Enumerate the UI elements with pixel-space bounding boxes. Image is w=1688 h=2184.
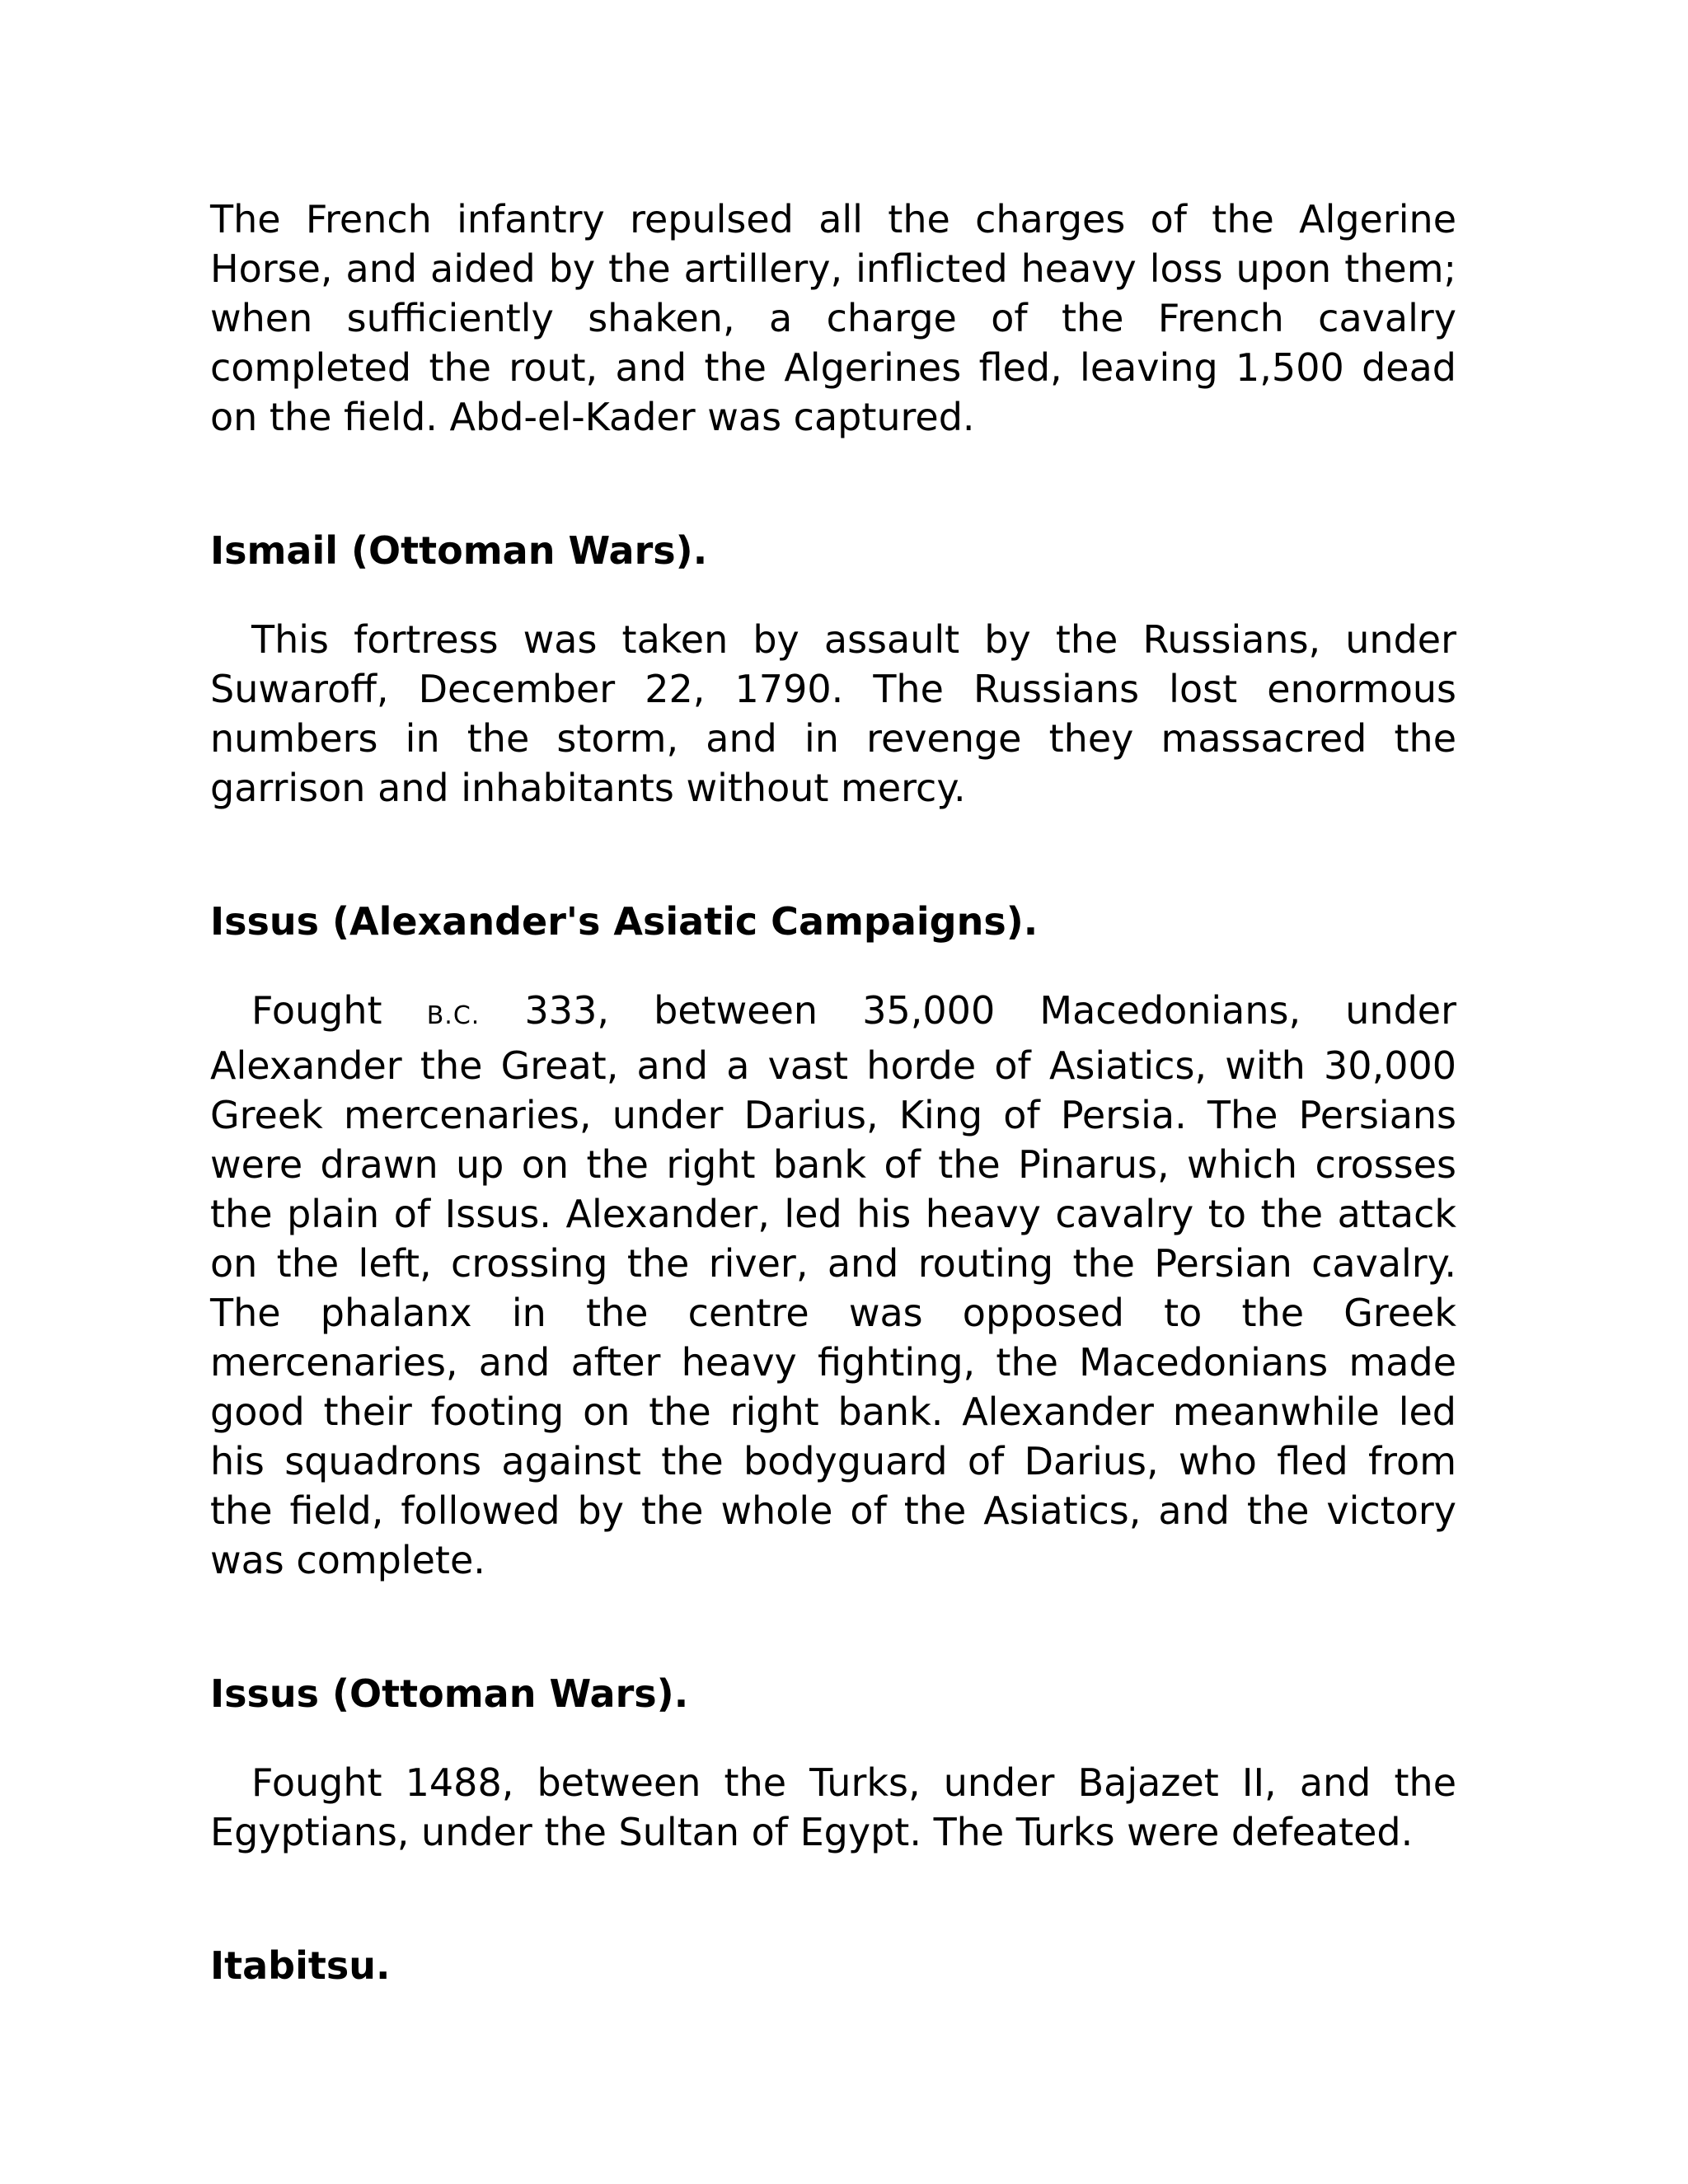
paragraph-issus-alexander	[210, 986, 1456, 1585]
document-page	[210, 194, 1456, 1990]
body-rest: 333, between 35,000 Macedonians, under Alexander the Great, and a vast horde of Asiatics, with 30,000 Greek mercenaries, under Darius, King of Persia. The Persians were drawn up on the right bank of the Pinarus, which crosses the plain of Issus. Alexander, led his heavy cavalry to the attack on the left, crossing the river, and routing the Persian cavalry. The phalanx in the centre was opposed to the Greek mercenaries, and after heavy fighting, the Macedonians made good their footing on the right bank. Alexander meanwhile led his squadrons against the bodyguard of Darius, who fled from the field, followed by the whole of the Asiatics, and the victory was complete.	[210, 988, 1456, 1582]
body-start: Fought	[251, 988, 382, 1033]
heading-issus-ottoman: Issus (Ottoman Wars).	[210, 1671, 689, 1716]
paragraph-issus-ottoman: Fought 1488, between the Turks, under Bajazet II, and the Egyptians, under the Sultan of Egypt. The Turks were defeated.	[210, 1760, 1456, 1854]
heading-ismail: Ismail (Ottoman Wars).	[210, 528, 708, 573]
paragraph-algerine-horse: The French infantry repulsed all the charges of the Algerine Horse, and aided by the artillery, inflicted heavy loss upon them; when sufficiently shaken, a charge of the French cavalry completed the rout, and the Algerines fled, leaving 1,500 dead on the field. Abd-el-Kader was captured.	[210, 197, 1456, 439]
paragraph-ismail: This fortress was taken by assault by the Russians, under Suwaroff, December 22, 1790. The Russians lost enormous numbers in the storm, and in revenge they massacred the garrison and inhabitants without mercy.	[210, 617, 1456, 810]
heading-issus-alexander: Issus (Alexander's Asiatic Campaigns).	[210, 899, 1039, 944]
era-abbreviation: B.C.	[426, 1001, 481, 1030]
heading-itabitsu: Itabitsu.	[210, 1943, 391, 1988]
